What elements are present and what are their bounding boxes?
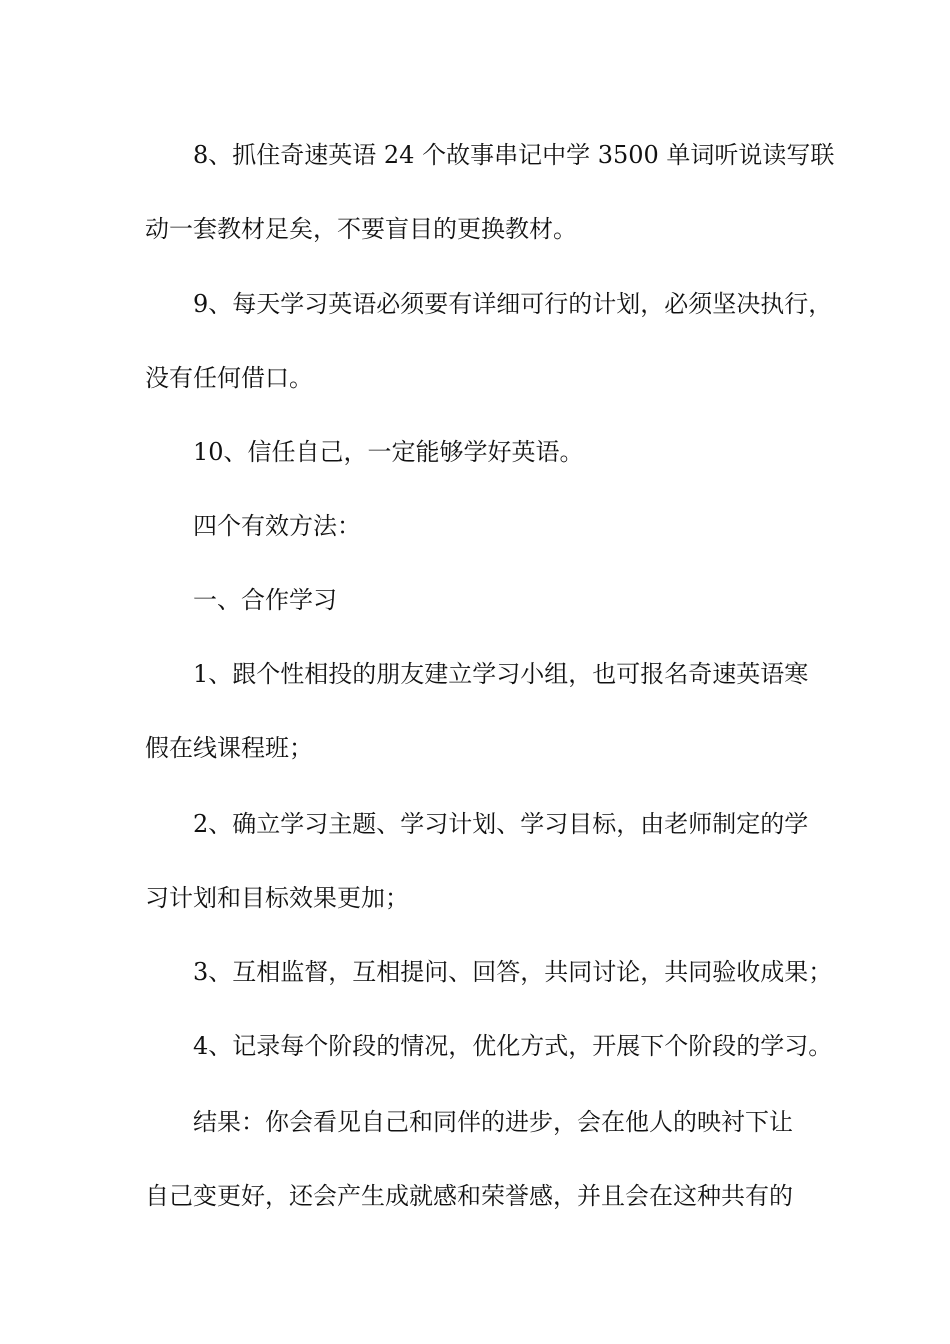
paragraph-9-line-2: 没有任何借口。 [145,364,313,392]
item-4: 4、记录每个阶段的情况，优化方式，开展下个阶段的学习。 [193,1032,833,1060]
section-heading: 四个有效方法： [193,512,361,540]
paragraph-9-line-1: 9、每天学习英语必须要有详细可行的计划，必须坚决执行， [193,290,833,318]
paragraph-10: 10、信任自己，一定能够学好英语。 [193,438,584,466]
item-3: 3、互相监督，互相提问、回答，共同讨论，共同验收成果； [193,958,833,986]
paragraph-8-line-1: 8、抓住奇速英语 24 个故事串记中学 3500 单词听说读写联 [193,141,835,169]
item-2-line-1: 2、确立学习主题、学习计划、学习目标，由老师制定的学 [193,810,809,838]
item-1-line-1: 1、跟个性相投的朋友建立学习小组，也可报名奇速英语寒 [193,660,809,688]
result-line-2: 自己变更好，还会产生成就感和荣誉感，并且会在这种共有的 [145,1182,793,1210]
subsection-heading: 一、合作学习 [193,586,337,614]
item-1-line-2: 假在线课程班； [145,734,313,762]
paragraph-8-line-2: 动一套教材足矣，不要盲目的更换教材。 [145,215,577,243]
item-2-line-2: 习计划和目标效果更加； [145,884,409,912]
result-line-1: 结果：你会看见自己和同伴的进步，会在他人的映衬下让 [193,1108,793,1136]
